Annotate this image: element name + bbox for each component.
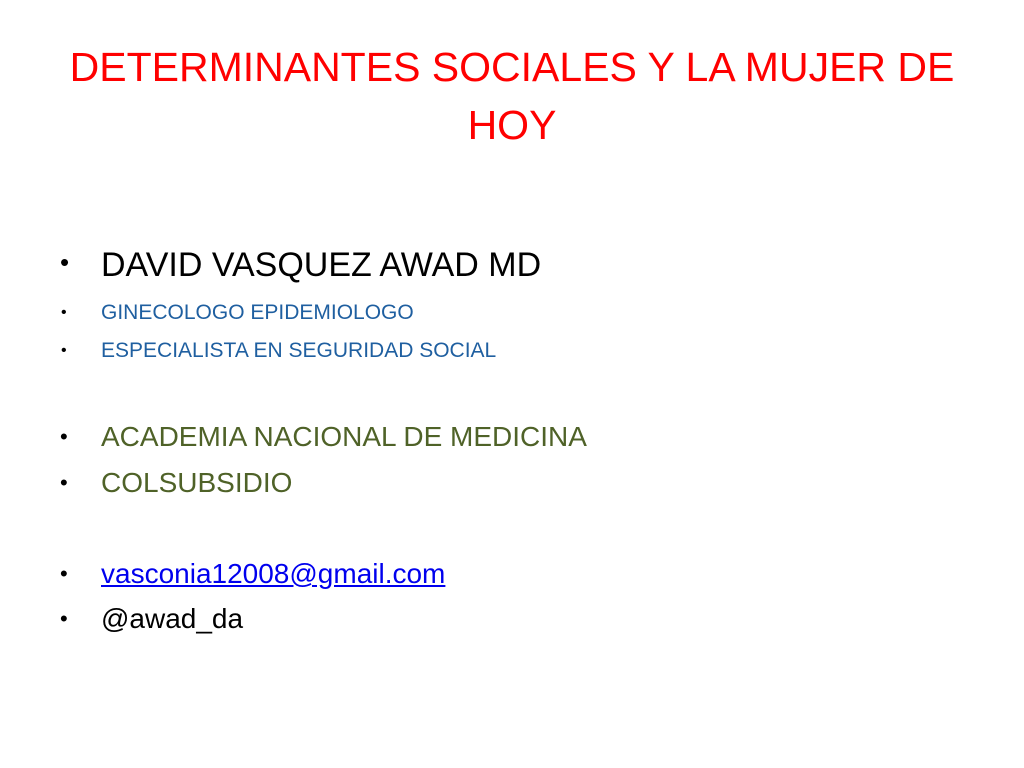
credential-text: GINECOLOGO EPIDEMIOLOGO — [101, 301, 414, 324]
author-name: DAVID VASQUEZ AWAD MD — [101, 246, 542, 284]
email-link[interactable]: vasconia12008@gmail.com — [101, 558, 446, 589]
bullet-icon: • — [60, 606, 68, 631]
bullet-icon: • — [60, 247, 70, 277]
bullet-icon: • — [60, 424, 68, 449]
bullet-icon: • — [60, 470, 68, 495]
affiliation-text: ACADEMIA NACIONAL DE MEDICINA — [101, 421, 587, 452]
bullet-icon: • — [61, 342, 67, 359]
credential-text: ESPECIALISTA EN SEGURIDAD SOCIAL — [101, 339, 497, 362]
affiliation-text: COLSUBSIDIO — [101, 467, 293, 498]
bullet-icon: • — [60, 561, 68, 586]
slide-title: DETERMINANTES SOCIALES Y LA MUJER DE HOY — [69, 44, 955, 148]
social-handle: @awad_da — [101, 603, 244, 634]
bullet-icon: • — [61, 304, 67, 321]
